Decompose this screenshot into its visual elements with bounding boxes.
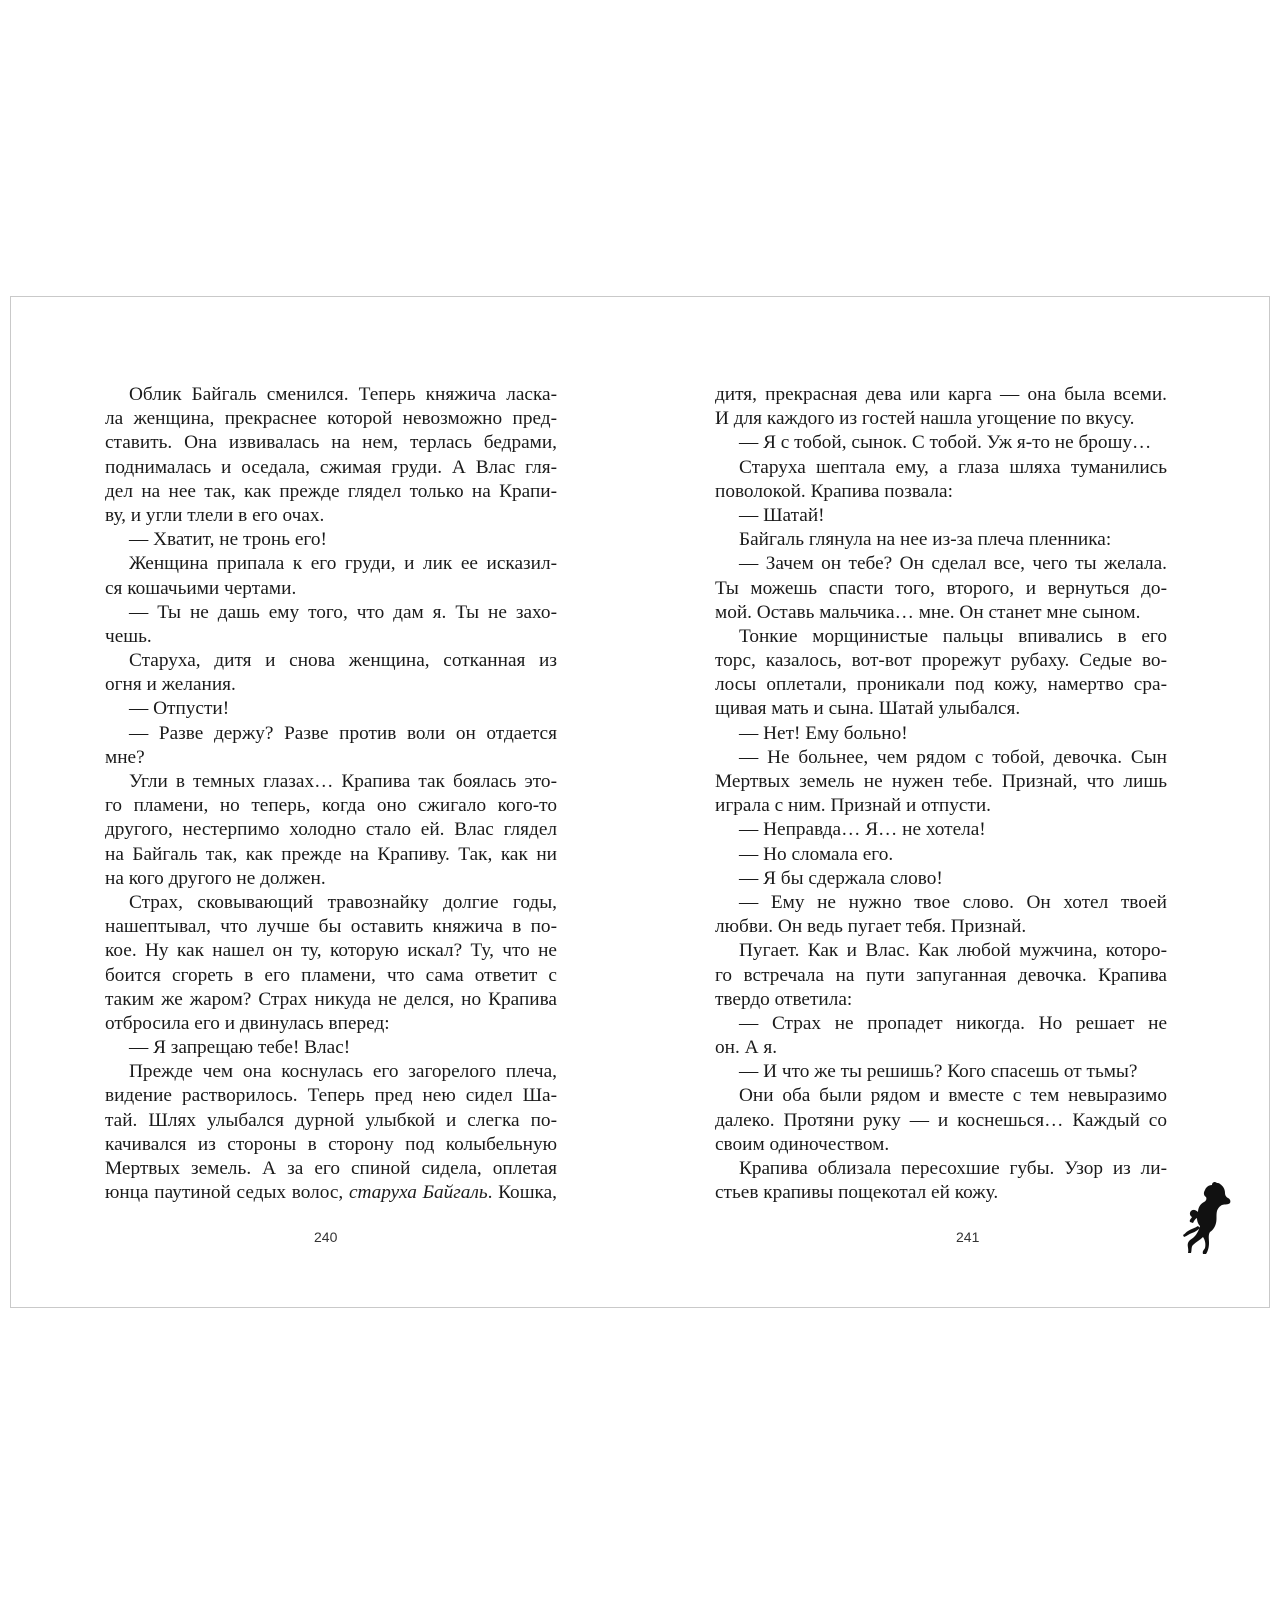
line-text: своим одиночеством. (715, 1133, 890, 1155)
line-text: ставить. Она извивалась на нем, терлась бедрами, (105, 432, 557, 454)
text-line (715, 891, 1167, 915)
line-text: — Но сломала его. (739, 843, 894, 865)
text-line (105, 1109, 557, 1133)
line-text: Страх, сковывающий травознайку долгие годы, (129, 891, 557, 913)
right-page (641, 297, 1271, 1307)
line-text: тай. Шлях улыбался дурной улыбкой и слегка по- (105, 1109, 557, 1131)
book-spread (10, 296, 1270, 1308)
text-line (105, 1036, 557, 1060)
text-line (105, 1084, 557, 1108)
text-line (715, 818, 1167, 842)
text-line (715, 1181, 1167, 1205)
text-line (105, 964, 557, 988)
line-text: дитя, прекрасная дева или карга — она была всеми. (715, 384, 1167, 405)
line-text: — Ты не дашь ему того, что дам я. Ты не захо- (129, 601, 557, 623)
text-line (105, 577, 557, 601)
line-text: Женщина припала к его груди, и лик ее исказил- (129, 553, 557, 575)
text-line (105, 552, 557, 576)
text-line (105, 431, 557, 455)
text-line (105, 746, 557, 770)
rearing-horse-icon (1179, 1179, 1235, 1257)
line-text: Мертвых земель не нужен тебе. Признай, что лишь (715, 771, 1167, 792)
line-text: поволокой. Крапива позвала: (715, 480, 953, 502)
line-text: Байгаль глянула на нее из-за плеча пленника: (739, 529, 1112, 551)
text-line (715, 964, 1167, 988)
line-text: на Байгаль так, как прежде на Крапиву. Так, как ни (105, 843, 557, 865)
text-line (105, 891, 557, 915)
line-text: далеко. Протяни руку — и коснешься… Каждый со (715, 1109, 1167, 1131)
line-text: — Нет! Ему больно! (739, 722, 908, 744)
line-text: юнца паутиной седых волос, (105, 1182, 349, 1204)
line-text: Крапива облизала пересохшие губы. Узор из ли- (739, 1158, 1167, 1179)
line-text: огня и желания. (105, 674, 236, 696)
line-text: — Хватит, не тронь его! (129, 529, 327, 551)
text-line (715, 1012, 1167, 1036)
line-text: И для каждого из гостей нашла угощение по вкусу. (715, 408, 1135, 430)
line-text: Пугает. Как и Влас. Как любой мужчина, которо- (739, 940, 1167, 962)
line-text: щивая мать и сына. Шатай улыбался. (715, 698, 1021, 720)
text-line (105, 1133, 557, 1157)
text-line (105, 794, 557, 818)
text-line (715, 480, 1167, 504)
line-text: играла с ним. Признай и отпусти. (715, 795, 992, 817)
text-line (105, 1012, 557, 1036)
line-text: поднималась и оседала, сжимая груди. А Влас гля- (105, 456, 557, 478)
text-line (715, 794, 1167, 818)
text-line (715, 770, 1167, 794)
text-line (715, 1036, 1167, 1060)
line-text: Старуха шептала ему, а глаза шляха туманились (739, 456, 1167, 478)
text-line (715, 843, 1167, 867)
text-line (715, 528, 1167, 552)
text-line (105, 1157, 557, 1181)
line-text: го пламени, но теперь, когда оно сжигало кого-то (105, 795, 557, 817)
line-text: Угли в темных глазах… Крапива так боялась это- (129, 771, 557, 792)
line-text: мне? (105, 746, 145, 768)
line-text: качивался из стороны в сторону под колыбельную (105, 1133, 557, 1155)
left-page (11, 297, 641, 1307)
text-line (105, 843, 557, 867)
line-text: Мертвых земель. А за его спиной сидела, оплетая (105, 1158, 557, 1179)
text-line (105, 456, 557, 480)
line-text: — Я бы сдержала слово! (739, 867, 943, 889)
page-number-241: 241 (956, 1229, 980, 1245)
line-text: — Отпусти! (129, 698, 230, 720)
text-line (715, 552, 1167, 576)
line-text: Облик Байгаль сменился. Теперь княжича ласка- (129, 384, 557, 405)
line-text: Прежде чем она коснулась его загорелого плеча, (129, 1061, 557, 1083)
line-text: лосы оплетали, проникали под кожу, намертво сра- (715, 674, 1167, 696)
text-line (715, 722, 1167, 746)
line-text: Ты можешь спасти того, второго, и вернуться до- (715, 577, 1167, 599)
text-line (105, 818, 557, 842)
text-line (105, 722, 557, 746)
text-line (715, 577, 1167, 601)
text-line (715, 383, 1167, 407)
text-line (105, 1060, 557, 1084)
line-text: — Я запрещаю тебе! Влас! (129, 1037, 351, 1059)
text-line (715, 1109, 1167, 1133)
text-line (105, 939, 557, 963)
line-text: кое. Ну как нашел он ту, которую искал? Ту, что не (105, 940, 557, 962)
line-text: Они оба были рядом и вместе с тем невыразимо (739, 1085, 1167, 1107)
line-text: на кого другого не должен. (105, 867, 326, 889)
line-text: Старуха, дитя и снова женщина, сотканная из (129, 650, 557, 672)
line-text: стьев крапивы пощекотал ей кожу. (715, 1182, 999, 1204)
text-line (715, 1060, 1167, 1084)
text-line (715, 431, 1167, 455)
line-text: видение растворилось. Теперь пред нею сидел Ша- (105, 1085, 557, 1107)
line-text: любви. Он ведь пугает тебя. Признай. (715, 916, 1027, 938)
text-line (715, 673, 1167, 697)
line-text: ся кошачьими чертами. (105, 577, 297, 599)
line-text: боится сгореть в его пламени, что сама ответит с (105, 964, 557, 986)
text-line (715, 939, 1167, 963)
line-text: ву, и угли тлели в его очах. (105, 504, 325, 526)
line-text: мой. Оставь мальчика… мне. Он станет мне сыном. (715, 601, 1141, 623)
line-text: — Зачем он тебе? Он сделал все, чего ты желала. (739, 553, 1167, 575)
text-line (105, 383, 557, 407)
text-line (715, 1084, 1167, 1108)
right-page-text (715, 383, 1167, 1205)
line-text: таким же жаром? Страх никуда не делся, но Крапива (105, 988, 557, 1010)
page-number-240: 240 (314, 1229, 338, 1245)
line-text: твердо ответила: (715, 988, 853, 1010)
text-line (105, 649, 557, 673)
line-text: дел на нее так, как прежде глядел только на Крапи- (105, 480, 557, 502)
text-line (715, 867, 1167, 891)
text-line (105, 480, 557, 504)
text-line (105, 601, 557, 625)
line-text: — Ему не нужно твое слово. Он хотел твоей (739, 891, 1167, 913)
line-text: го встречала на пути запуганная девочка. Крапива (715, 964, 1167, 986)
text-line (105, 407, 557, 431)
text-line (715, 625, 1167, 649)
line-text: другого, нестерпимо холодно стало ей. Влас глядел (105, 819, 557, 841)
line-text: — Шатай! (739, 504, 825, 526)
text-line (105, 673, 557, 697)
line-text: — Разве держу? Разве против воли он отдается (129, 722, 557, 744)
text-line (105, 697, 557, 721)
text-line (105, 867, 557, 891)
line-text: отбросила его и двинулась вперед: (105, 1012, 390, 1034)
left-page-text (105, 383, 557, 1205)
text-line (715, 697, 1167, 721)
text-line (105, 915, 557, 939)
text-line (715, 649, 1167, 673)
line-text: торс, казалось, вот-вот прорежут рубаху. Седые во- (715, 650, 1167, 672)
text-line (715, 1133, 1167, 1157)
line-text: ла женщина, прекраснее которой невозможно пред- (105, 408, 557, 430)
line-text: нашептывал, что лучше бы оставить княжича в по- (105, 916, 557, 938)
text-line (105, 504, 557, 528)
text-line (715, 915, 1167, 939)
text-line (105, 625, 557, 649)
line-text: — Неправда… Я… не хотела! (739, 819, 986, 841)
line-text: — Страх не пропадет никогда. Но решает не (739, 1012, 1167, 1034)
line-text: — Я с тобой, сынок. С тобой. Уж я-то не брошу… (739, 432, 1152, 454)
line-text: — И что же ты решишь? Кого спасешь от тьмы? (739, 1061, 1138, 1083)
line-text: он. А я. (715, 1037, 778, 1059)
italic-text: старуха Байгаль (348, 1182, 488, 1204)
text-line (105, 1181, 557, 1205)
text-line (105, 528, 557, 552)
line-text: Тонкие морщинистые пальцы впивались в его (739, 625, 1167, 647)
text-line (715, 504, 1167, 528)
text-line (715, 407, 1167, 431)
text-line (105, 988, 557, 1012)
text-line (715, 1157, 1167, 1181)
text-line (715, 746, 1167, 770)
text-line (715, 988, 1167, 1012)
text-line (105, 770, 557, 794)
line-tail: . Кошка, (487, 1182, 558, 1204)
text-line (715, 601, 1167, 625)
text-line (715, 456, 1167, 480)
line-text: — Не больнее, чем рядом с тобой, девочка. Сын (739, 746, 1167, 768)
line-text: чешь. (105, 625, 152, 647)
